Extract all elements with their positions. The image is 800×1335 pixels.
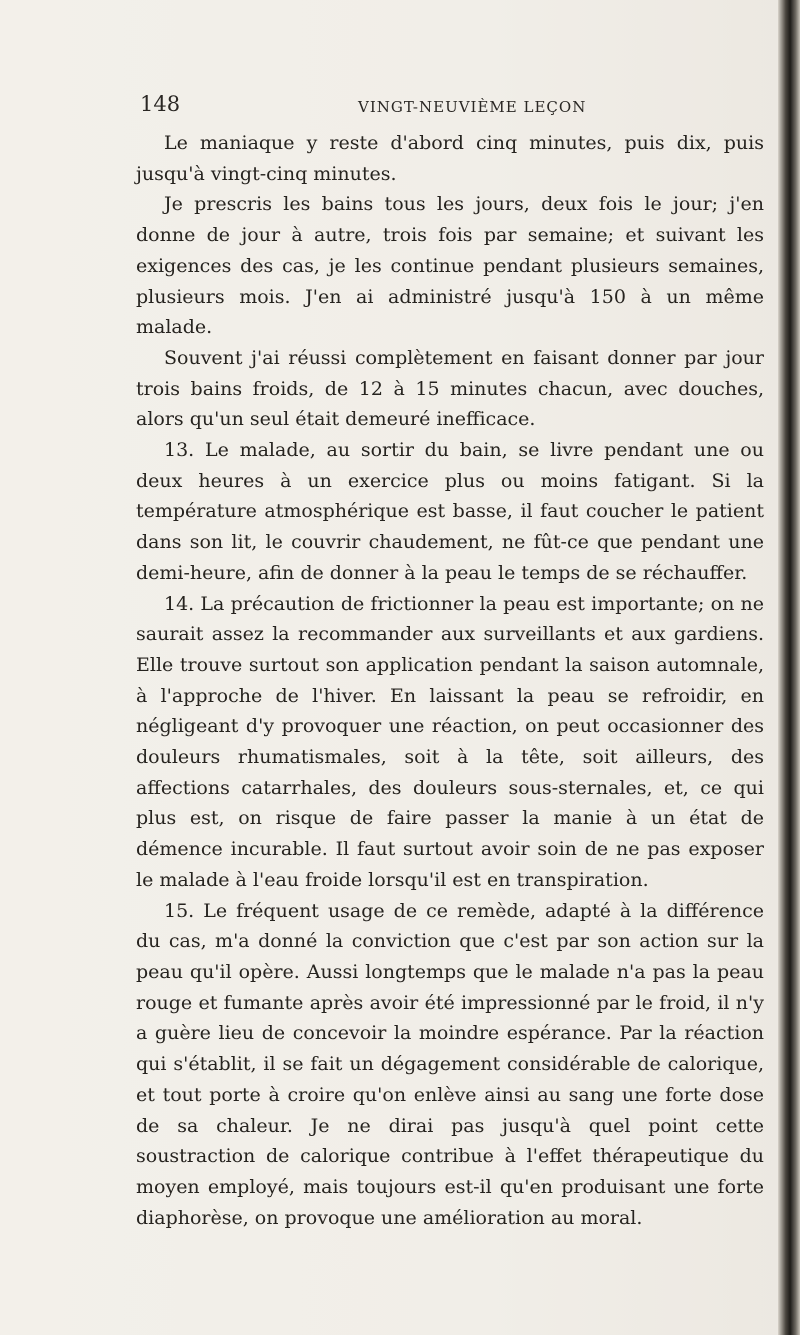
body-text: [136, 128, 764, 1233]
paragraph: Souvent j'ai réussi complètement en faisant donner par jour trois bains froids, de 12 à 15 minutes chacun, avec douches, alors qu'un seul était demeuré inefficace.: [136, 346, 764, 431]
page-header: [140, 92, 760, 122]
paragraph: Je prescris les bains tous les jours, deux fois le jour; j'en donne de jour à autre, trois fois par semaine; et suivant les exigences des cas, je les continue pendant plusieurs semaines, plusieurs mois. J'en ai administré jusqu'à 150 à un même malade.: [136, 193, 764, 339]
paragraph: Le maniaque y reste d'abord cinq minutes, puis dix, puis jusqu'à vingt-cinq minutes.: [136, 132, 764, 185]
running-title: VINGT-NEUVIÈME LEÇON: [358, 98, 587, 116]
page-number: 148: [140, 92, 181, 116]
page-edge-shadow: [778, 0, 800, 1335]
paragraph: 13. Le malade, au sortir du bain, se livre pendant une ou deux heures à un exercice plus ou moins fatigant. Si la température atmosphérique est basse, il faut coucher le patient dans son lit, le couvrir chaudement, ne fût-ce que pendant une demi-heure, afin de donner à la peau le temps de se réchauffer.: [136, 439, 764, 584]
paragraph: 15. Le fréquent usage de ce remède, adapté à la différence du cas, m'a donné la conviction que c'est par son action sur la peau qu'il opère. Aussi longtemps que le malade n'a pas la peau rouge et fumante après avoir été impressionné par le froid, il n'y a guère lieu de concevoir la moindre espérance. Par la réaction qui s'établit, il se fait un dégagement considérable de calorique, et tout porte à croire qu'on enlève ainsi au sang une forte dose de sa chaleur. Je ne dirai pas jusqu'à quel point cette soustraction de calorique contribue à l'effet thérapeutique du moyen employé, mais toujours est-il qu'en produisant une forte diaphorèse, on provoque une amélioration au moral.: [136, 899, 764, 1229]
paragraph: 14. La précaution de frictionner la peau est importante; on ne saurait assez la recommander aux surveillants et aux gardiens. Elle trouve surtout son application pendant la saison automnale, à l'approche de l'hiver. En laissant la peau se refroidir, en négligeant d'y provoquer une réaction, on peut occasionner des douleurs rhumatismales, soit à la tête, soit ailleurs, des affections catarrhales, des douleurs sous-sternales, et, ce qui plus est, on risque de faire passer la manie à un état de démence incurable. Il faut surtout avoir soin de ne pas exposer le malade à l'eau froide lorsqu'il est en transpiration.: [136, 592, 764, 891]
